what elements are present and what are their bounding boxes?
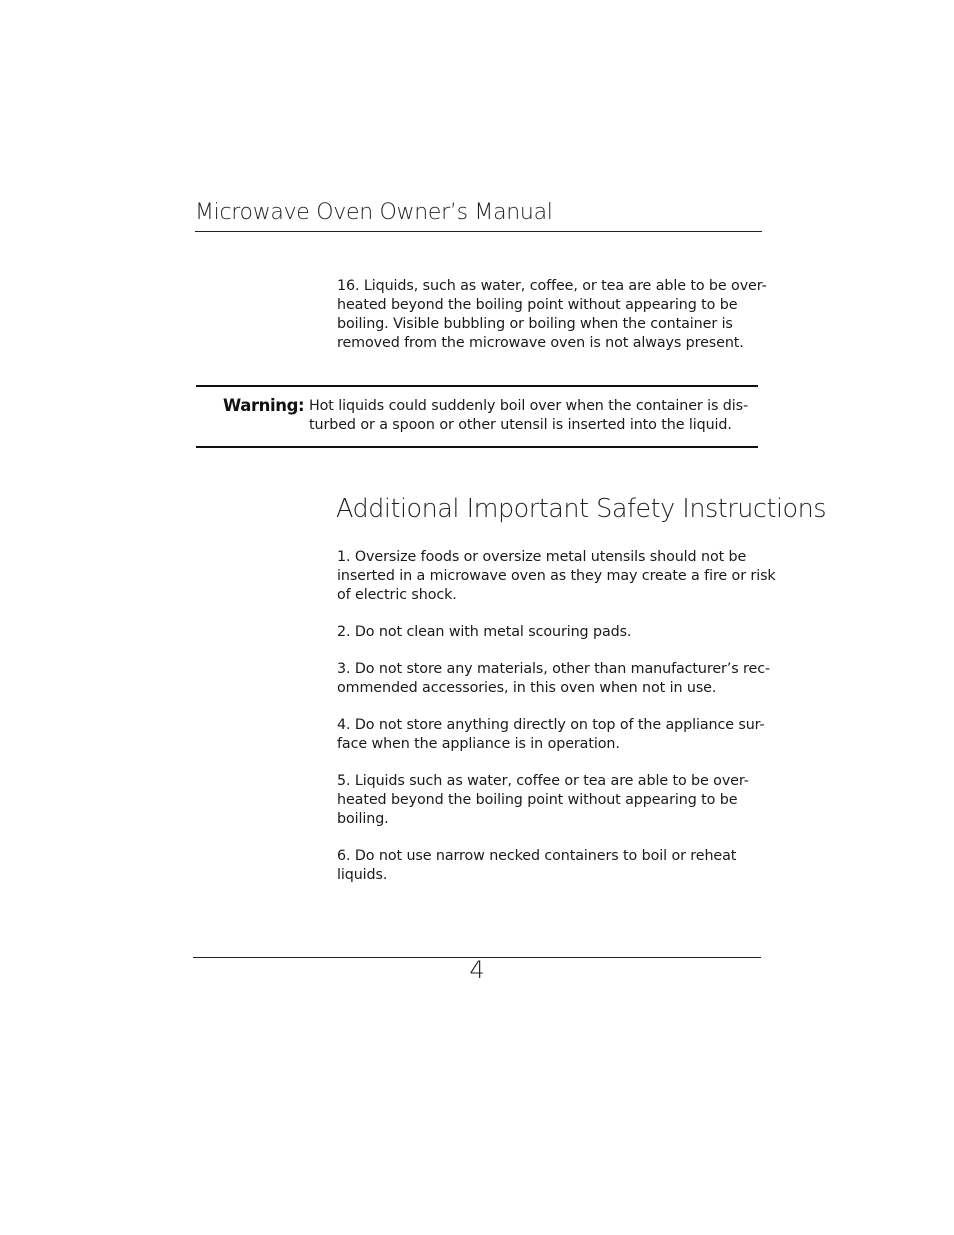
- manual-title: Microwave Oven Owner’s Manual: [195, 200, 553, 225]
- text-line: 5. Liquids such as water, coffee or tea are able to be over-: [337, 773, 749, 789]
- page-number: 4: [469, 956, 485, 984]
- warning-text: [309, 397, 759, 435]
- text-line: face when the appliance is in operation.: [337, 736, 620, 752]
- warning-top-divider: [196, 385, 758, 387]
- text-line: liquids.: [337, 867, 388, 883]
- warning-label: Warning:: [223, 396, 305, 415]
- instruction-item-3: [337, 660, 771, 698]
- text-line: removed from the microwave oven is not always present.: [337, 335, 744, 351]
- text-line: heated beyond the boiling point without appearing to be: [337, 792, 738, 808]
- instruction-item-1: [337, 548, 776, 605]
- text-line: Hot liquids could suddenly boil over when the container is dis-: [309, 398, 749, 414]
- warning-bottom-divider: [196, 446, 758, 448]
- instruction-item-2: [337, 623, 762, 642]
- header-divider: [195, 231, 762, 232]
- instruction-item-6: [337, 847, 762, 885]
- text-line: of electric shock.: [337, 587, 457, 603]
- text-line: 2. Do not clean with metal scouring pads.: [337, 624, 632, 640]
- text-line: boiling. Visible bubbling or boiling when the container is: [337, 316, 733, 332]
- text-line: inserted in a microwave oven as they may create a fire or risk: [337, 568, 776, 584]
- instruction-item-4: [337, 716, 765, 754]
- text-line: heated beyond the boiling point without appearing to be: [337, 297, 738, 313]
- text-line: ommended accessories, in this oven when not in use.: [337, 680, 717, 696]
- text-line: 1. Oversize foods or oversize metal utensils should not be: [337, 549, 747, 565]
- text-line: boiling.: [337, 811, 389, 827]
- text-line: 6. Do not use narrow necked containers to boil or reheat: [337, 848, 737, 864]
- item-16-paragraph: [337, 277, 767, 353]
- text-line: 4. Do not store anything directly on top of the appliance sur-: [337, 717, 765, 733]
- instruction-item-5: [337, 772, 762, 829]
- text-line: turbed or a spoon or other utensil is inserted into the liquid.: [309, 417, 732, 433]
- text-line: 3. Do not store any materials, other than manufacturer’s rec-: [337, 661, 771, 677]
- section-heading: Additional Important Safety Instructions: [336, 494, 827, 524]
- text-line: 16. Liquids, such as water, coffee, or tea are able to be over-: [337, 278, 767, 294]
